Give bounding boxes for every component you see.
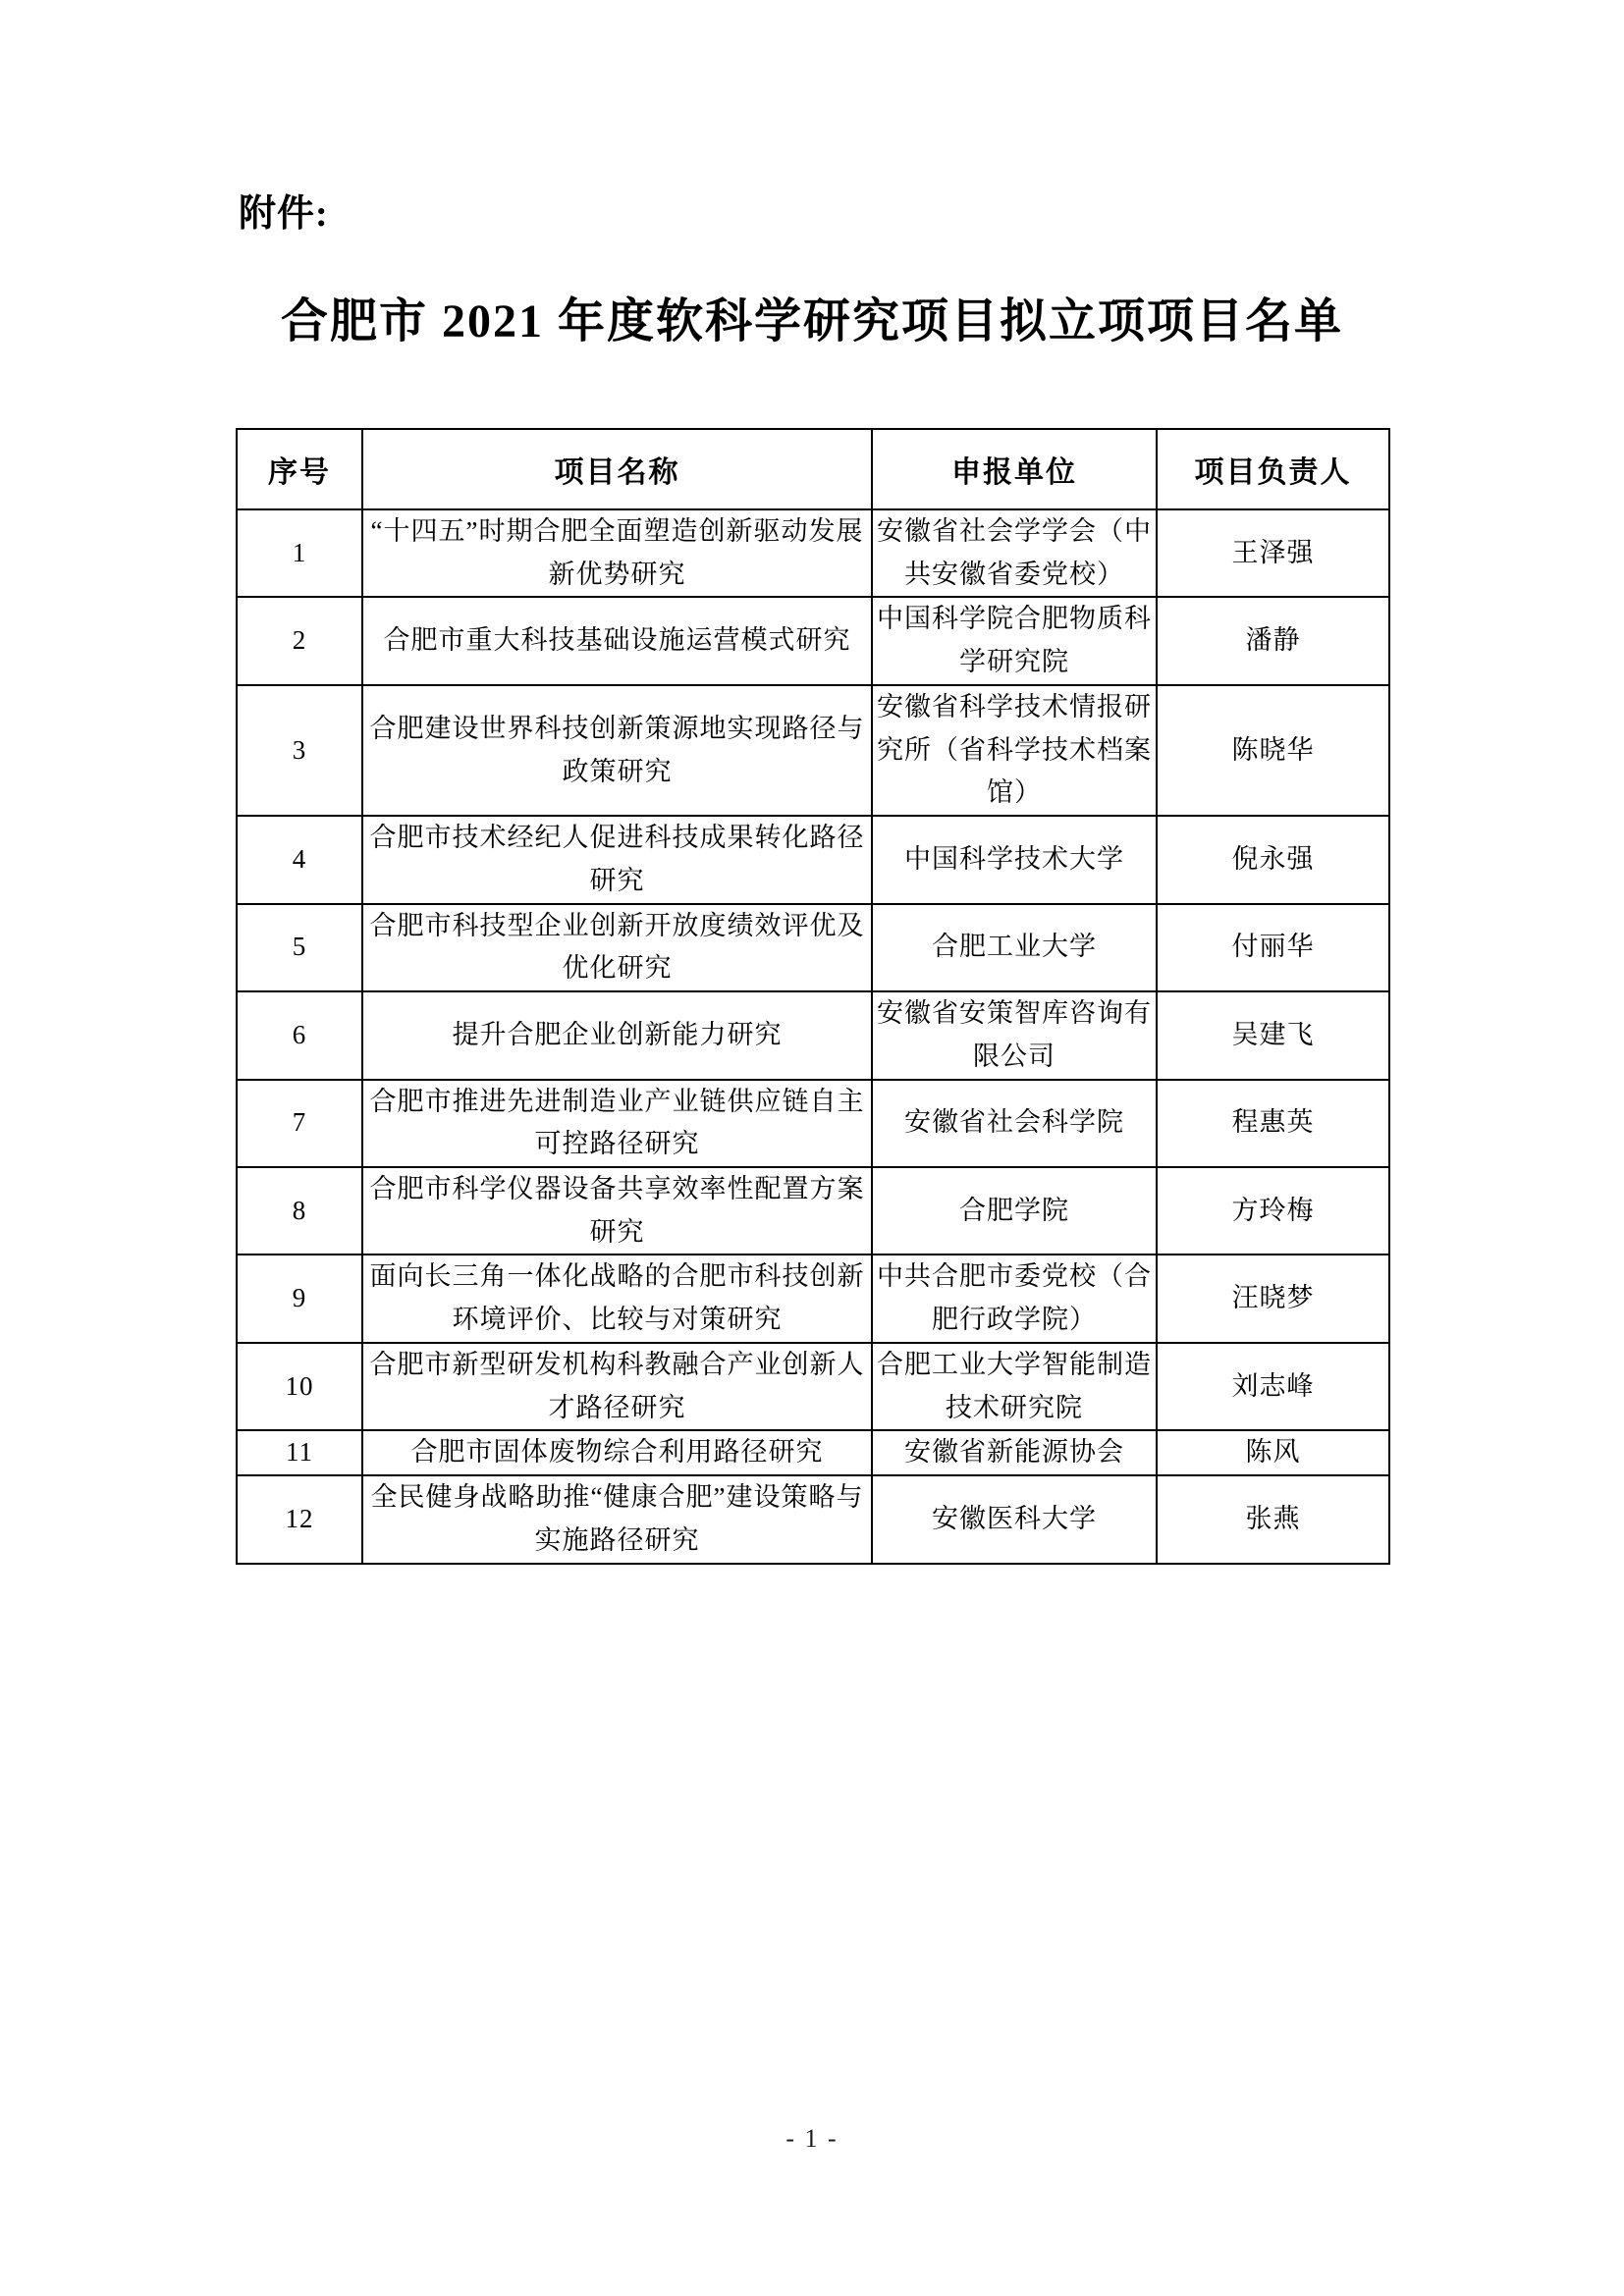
cell-index-text: 2 [292,625,307,656]
cell-applicant-unit [872,1080,1157,1167]
cell-applicant-unit [872,685,1157,816]
cell-project-name [362,816,872,903]
cell-project-name [362,1167,872,1255]
cell-index [237,685,362,816]
cell-project-name [362,509,872,597]
cell-index-text: 11 [286,1437,313,1468]
cell-project-leader-text: 陈风 [1245,1437,1301,1468]
table-row [237,1475,1389,1563]
cell-applicant-unit [872,1255,1157,1342]
table-row [237,904,1389,991]
column-header-project-name: 项目名称 [362,429,872,509]
cell-index [237,904,362,991]
cell-project-name [362,685,872,816]
page-title: 合肥市 2021 年度软科学研究项目拟立项项目名单 [280,295,1343,347]
cell-project-name-text: 合肥建设世界科技创新策源地实现路径与政策研究 [369,713,865,786]
cell-index-text: 7 [292,1107,307,1138]
cell-applicant-unit [872,1343,1157,1430]
cell-project-name-text: 全民健身战略助推“健康合肥”建设策略与实施路径研究 [370,1482,864,1555]
cell-index [237,991,362,1079]
cell-project-leader-text: 吴建飞 [1231,1019,1315,1049]
cell-applicant-unit [872,597,1157,684]
cell-project-leader-text: 程惠英 [1231,1107,1315,1138]
cell-index [237,597,362,684]
table-body [237,509,1389,1564]
cell-project-name [362,1080,872,1167]
cell-project-name [362,597,872,684]
cell-project-leader-text: 张燕 [1245,1504,1301,1534]
cell-index-text: 1 [292,537,307,567]
table-row [237,1167,1389,1255]
cell-project-leader-text: 倪永强 [1231,844,1315,874]
cell-index [237,816,362,903]
cell-applicant-unit-text: 合肥学院 [959,1195,1069,1225]
cell-index-text: 12 [285,1504,314,1534]
cell-project-name-text: 合肥市重大科技基础设施运营模式研究 [383,625,851,656]
cell-project-leader [1157,991,1389,1079]
cell-project-leader [1157,597,1389,684]
cell-index-text: 4 [292,844,307,874]
cell-index [237,1167,362,1255]
cell-project-leader-text: 王泽强 [1231,537,1315,567]
table-row [237,509,1389,597]
cell-project-name-text: 合肥市科技型企业创新开放度绩效评优及优化研究 [369,910,865,984]
table-row [237,597,1389,684]
cell-applicant-unit-text: 安徽省社会科学院 [904,1107,1124,1138]
cell-applicant-unit-text: 中共合肥市委党校（合肥行政学院） [877,1261,1152,1335]
cell-index-text: 5 [292,932,307,962]
cell-project-leader [1157,1475,1389,1563]
cell-project-leader [1157,1343,1389,1430]
cell-applicant-unit [872,816,1157,903]
cell-index-text: 6 [292,1019,307,1049]
table-row [237,685,1389,816]
cell-applicant-unit-text: 安徽省社会学学会（中共安徽省委党校） [877,516,1152,589]
table-row [237,816,1389,903]
cell-applicant-unit-text: 安徽省安策智库咨询有限公司 [877,998,1152,1071]
column-header-index: 序号 [237,429,362,509]
cell-applicant-unit [872,1430,1157,1475]
column-header-applicant-unit: 申报单位 [872,429,1157,509]
attachment-label: 附件: [239,193,329,235]
cell-index [237,509,362,597]
cell-project-name [362,1430,872,1475]
project-list-table [236,428,1390,1565]
cell-index-text: 8 [292,1195,307,1225]
cell-index-text: 9 [292,1283,307,1313]
cell-applicant-unit-text: 合肥工业大学 [932,932,1097,962]
cell-index [237,1080,362,1167]
cell-applicant-unit-text: 中国科学技术大学 [904,844,1124,874]
table-row [237,1255,1389,1342]
table-row [237,1080,1389,1167]
cell-project-leader-text: 陈晓华 [1231,734,1315,765]
cell-project-name [362,991,872,1079]
cell-applicant-unit [872,991,1157,1079]
cell-project-name-text: 合肥市科学仪器设备共享效率性配置方案研究 [369,1174,865,1247]
table-header [237,429,1389,509]
column-header-project-leader: 项目负责人 [1157,429,1389,509]
page-number-footer: - 1 - [785,2124,839,2153]
cell-project-name-text: 合肥市技术经纪人促进科技成果转化路径研究 [369,823,865,895]
cell-project-leader [1157,509,1389,597]
cell-project-leader [1157,1430,1389,1475]
table-header-row [237,429,1389,509]
cell-project-leader [1157,1080,1389,1167]
cell-project-name [362,904,872,991]
cell-index [237,1475,362,1563]
cell-project-leader-text: 潘静 [1245,625,1301,656]
cell-index-text: 3 [292,734,307,765]
cell-project-leader [1157,685,1389,816]
cell-project-leader [1157,816,1389,903]
cell-applicant-unit [872,1475,1157,1563]
cell-project-name [362,1343,872,1430]
table-row [237,1343,1389,1430]
cell-index [237,1255,362,1342]
cell-index [237,1430,362,1475]
cell-applicant-unit-text: 安徽省新能源协会 [904,1437,1124,1468]
cell-applicant-unit-text: 安徽医科大学 [932,1504,1097,1534]
table-row [237,991,1389,1079]
cell-index [237,1343,362,1430]
cell-project-name-text: 面向长三角一体化战略的合肥市科技创新环境评价、比较与对策研究 [369,1261,865,1335]
cell-project-name-text: 合肥市推进先进制造业产业链供应链自主可控路径研究 [369,1086,865,1159]
cell-project-name-text: 提升合肥企业创新能力研究 [452,1019,783,1049]
cell-applicant-unit [872,509,1157,597]
cell-applicant-unit [872,1167,1157,1255]
cell-applicant-unit [872,904,1157,991]
cell-project-name-text: “十四五”时期合肥全面塑造创新驱动发展新优势研究 [370,516,864,589]
cell-project-name-text: 合肥市固体废物综合利用路径研究 [410,1437,824,1468]
table-row [237,1430,1389,1475]
cell-project-leader-text: 方玲梅 [1231,1195,1315,1225]
cell-applicant-unit-text: 合肥工业大学智能制造技术研究院 [877,1349,1152,1422]
cell-project-name [362,1255,872,1342]
cell-project-leader [1157,904,1389,991]
cell-project-leader [1157,1167,1389,1255]
cell-project-name [362,1475,872,1563]
cell-project-name-text: 合肥市新型研发机构科教融合产业创新人才路径研究 [369,1349,865,1422]
cell-applicant-unit-text: 中国科学院合肥物质科学研究院 [877,604,1152,677]
cell-project-leader-text: 付丽华 [1231,932,1315,962]
cell-index-text: 10 [285,1370,314,1401]
cell-project-leader-text: 刘志峰 [1231,1370,1315,1401]
cell-applicant-unit-text: 安徽省科学技术情报研究所（省科学技术档案馆） [877,691,1152,808]
cell-project-leader [1157,1255,1389,1342]
cell-project-leader-text: 汪晓梦 [1231,1283,1315,1313]
